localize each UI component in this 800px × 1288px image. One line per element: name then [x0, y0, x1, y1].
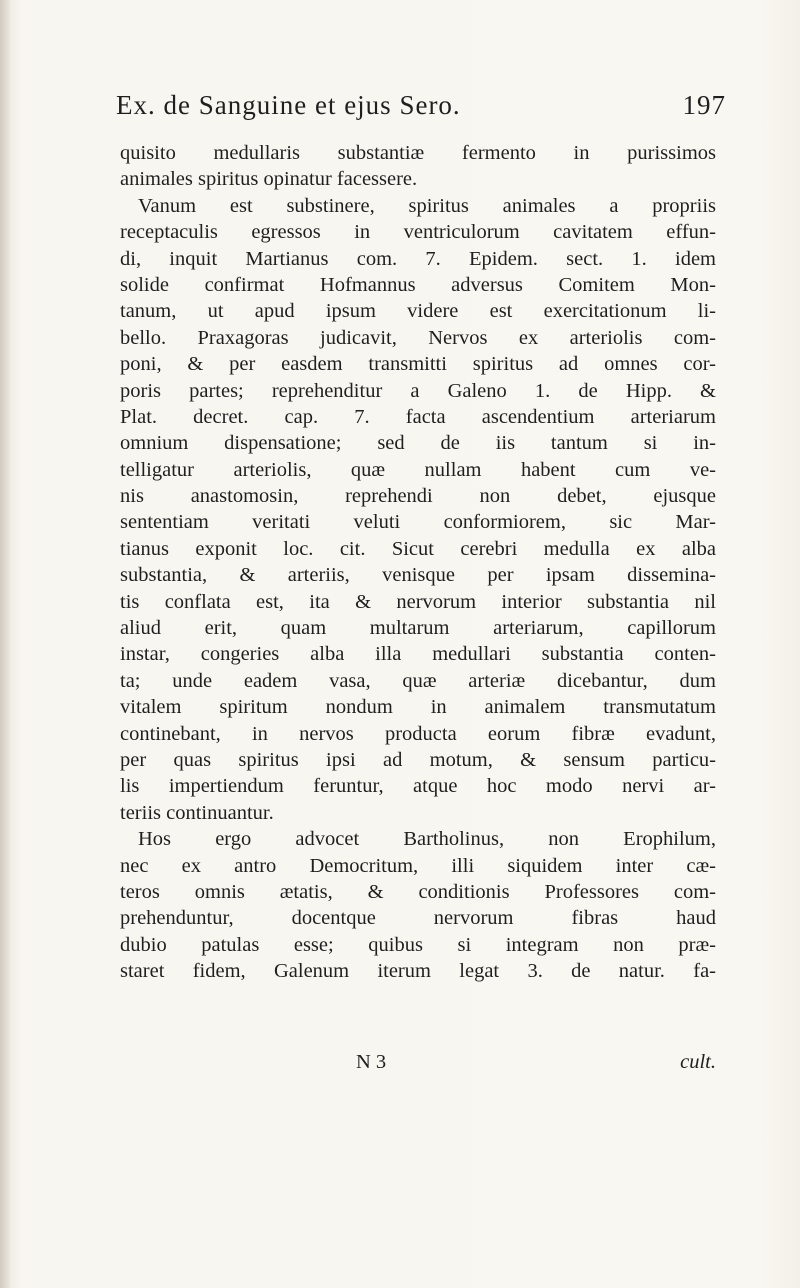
- text-line: staret fidem, Galenum iterum legat 3. de natur. fa-: [120, 960, 716, 983]
- text-line: Hos ergo advocet Bartholinus, non Erophilum,: [138, 828, 716, 851]
- text-line: quisito medullaris substantiæ fermento in purissimos: [120, 142, 716, 164]
- page-binding-edge: [0, 0, 10, 1288]
- text-line: instar, congeries alba illa medullari substantia conten-: [120, 643, 716, 666]
- signature-mark: N 3: [356, 1051, 387, 1073]
- text-line: omnium dispensatione; sed de iis tantum si in-: [120, 432, 716, 455]
- text-line: nec ex antro Democritum, illi siquidem inter cæ-: [120, 854, 716, 877]
- page-number: 197: [682, 90, 726, 120]
- text-line: Plat. decret. cap. 7. facta ascendentium arteriarum: [120, 405, 716, 428]
- running-title: Ex. de Sanguine et ejus Sero.: [116, 90, 461, 120]
- text-line: substantia, & arteriis, venisque per ipsam dissemina-: [120, 564, 716, 587]
- text-line: ta; unde eadem vasa, quæ arteriæ dicebantur, dum: [120, 669, 716, 692]
- text-line: tanum, ut apud ipsum videre est exercitationum li-: [120, 300, 716, 323]
- text-line: vitalem spiritum nondum in animalem transmutatum: [120, 696, 716, 719]
- text-line: tianus exponit loc. cit. Sicut cerebri medulla ex alba: [120, 537, 716, 560]
- text-line: lis impertiendum feruntur, atque hoc modo nervi ar-: [120, 775, 716, 798]
- text-line: per quas spiritus ipsi ad motum, & sensum particu-: [120, 748, 716, 771]
- catchword: cult.: [680, 1051, 716, 1073]
- text-line: receptaculis egressos in ventriculorum cavitatem effun-: [120, 221, 716, 244]
- footer-line: [120, 1051, 716, 1079]
- text-line: teros omnis ætatis, & conditionis Professores com-: [120, 880, 716, 903]
- body-text: [120, 140, 716, 985]
- text-line: telligatur arteriolis, quæ nullam habent cum ve-: [120, 458, 716, 481]
- text-line: dubio patulas esse; quibus si integram non præ-: [120, 933, 716, 956]
- text-line: teriis continuantur.: [120, 801, 274, 824]
- text-line: solide confirmat Hofmannus adversus Comitem Mon-: [120, 273, 716, 296]
- running-header: [116, 90, 726, 130]
- text-line: animales spiritus opinatur facessere.: [120, 168, 418, 191]
- text-line: continebant, in nervos producta eorum fibræ evadunt,: [120, 722, 716, 745]
- text-line: prehenduntur, docentque nervorum fibras haud: [120, 907, 716, 930]
- text-line: bello. Praxagoras judicavit, Nervos ex arteriolis com-: [120, 326, 716, 349]
- text-line: Vanum est substinere, spiritus animales a propriis: [138, 194, 716, 217]
- text-line: tis conflata est, ita & nervorum interior substantia nil: [120, 590, 716, 613]
- text-line: nis anastomosin, reprehendi non debet, ejusque: [120, 485, 716, 508]
- text-line: sententiam veritati veluti conformiorem, sic Mar-: [120, 511, 716, 534]
- text-line: di, inquit Martianus com. 7. Epidem. sect. 1. idem: [120, 247, 716, 270]
- text-line: aliud erit, quam multarum arteriarum, capillorum: [120, 617, 716, 640]
- text-line: poni, & per easdem transmitti spiritus ad omnes cor-: [120, 353, 716, 376]
- text-line: poris partes; reprehenditur a Galeno 1. de Hipp. &: [120, 379, 716, 402]
